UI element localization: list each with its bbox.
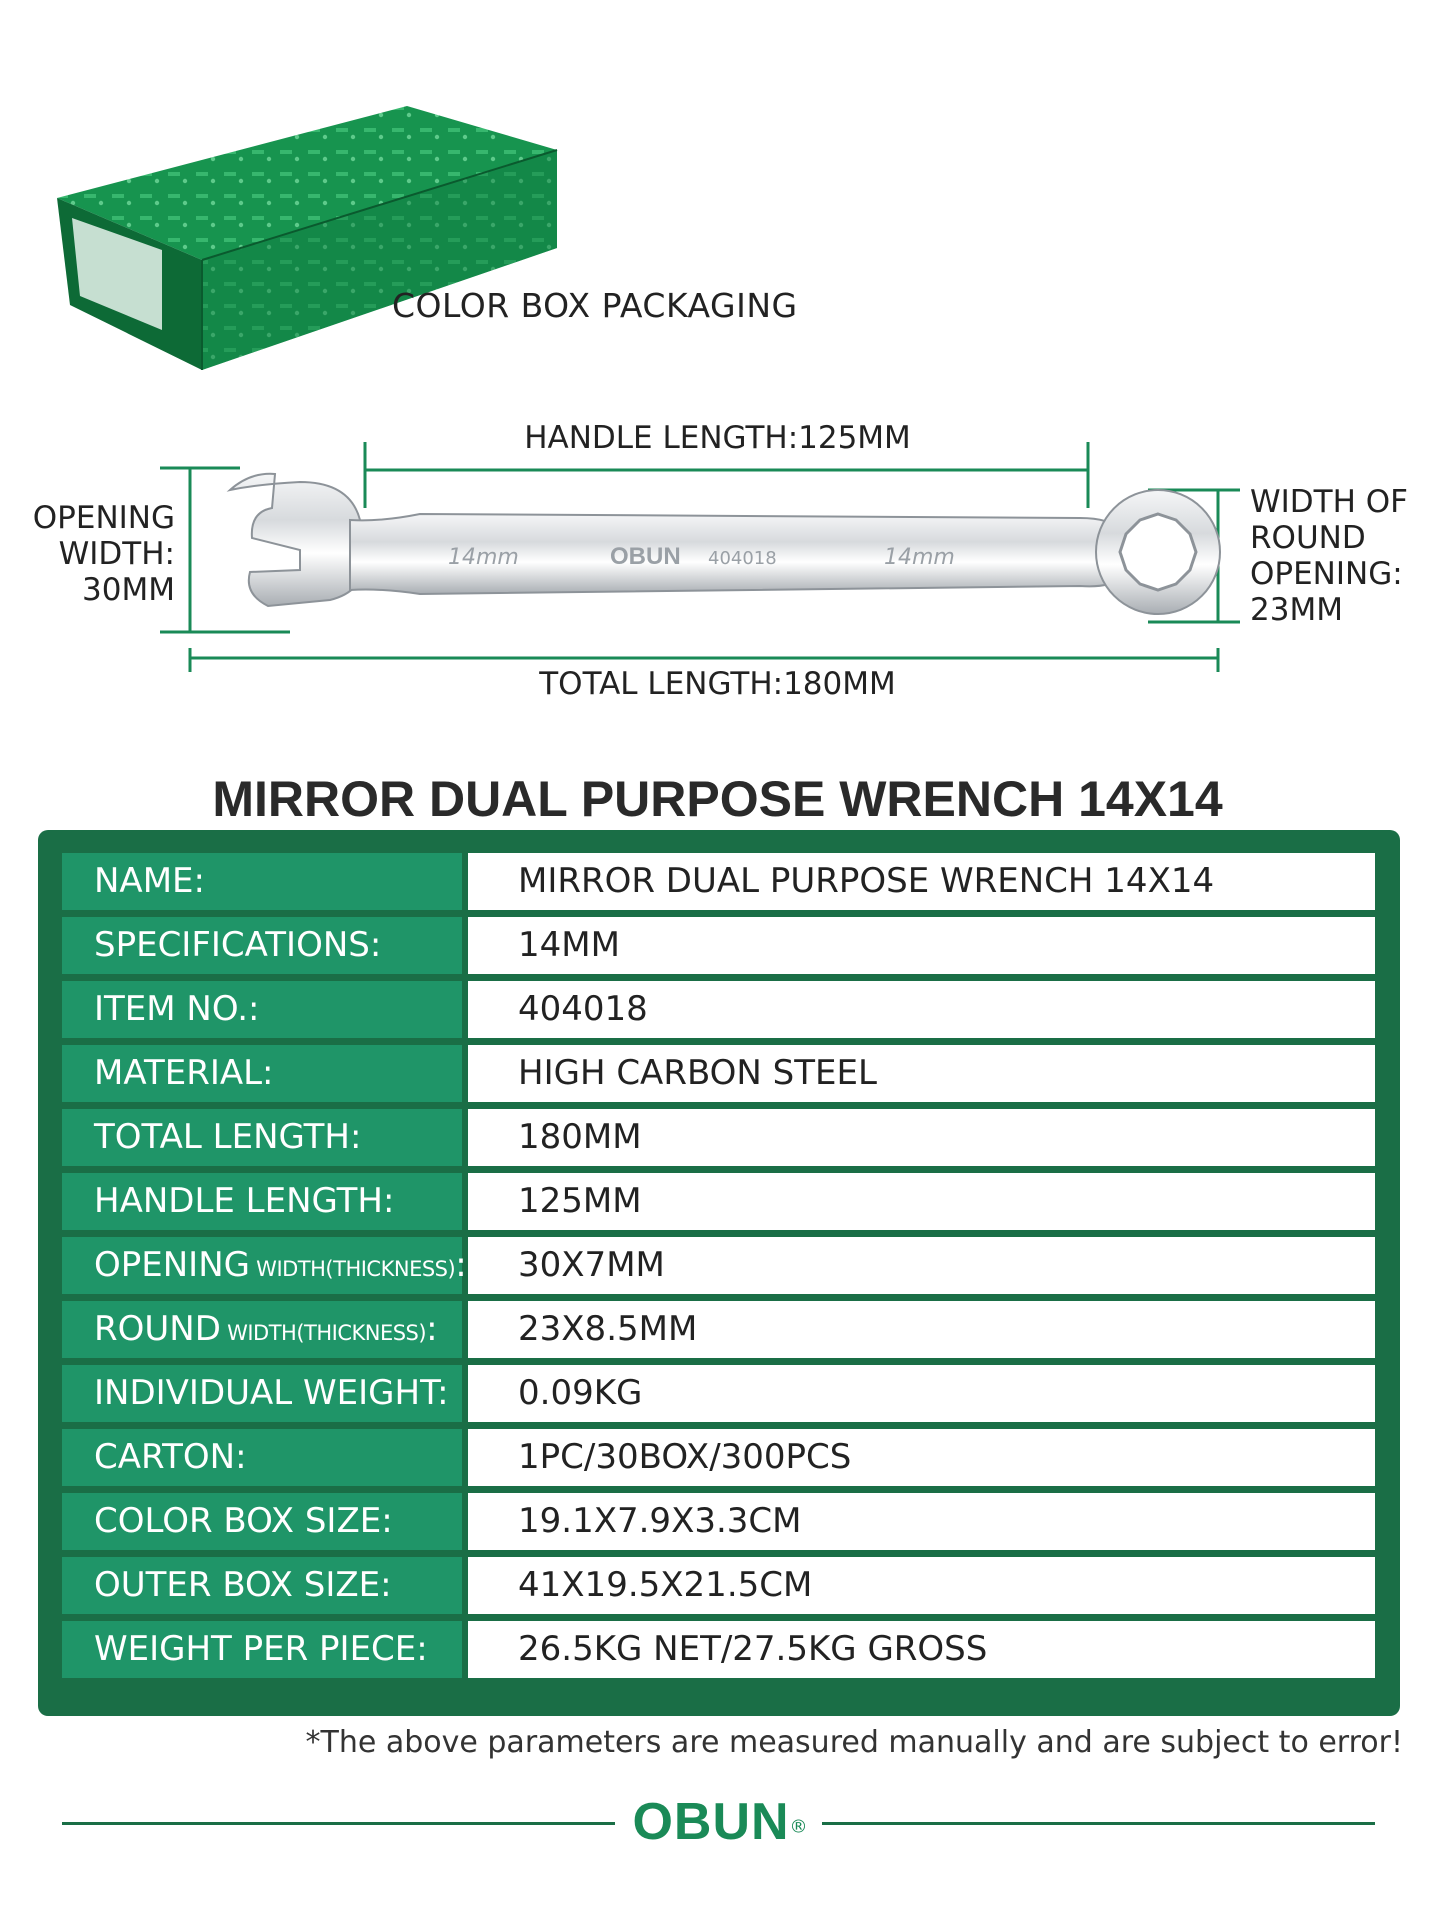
- spec-key: [62, 1237, 467, 1294]
- spec-row-name: [62, 853, 1375, 910]
- page-title: MIRROR DUAL PURPOSE WRENCH 14X14: [212, 771, 1223, 827]
- engraving-brand: OBUN: [610, 543, 681, 570]
- spec-key: [62, 1301, 462, 1358]
- spec-key: TOTAL LENGTH:: [62, 1109, 462, 1166]
- round-opening-label: [1250, 484, 1430, 628]
- spec-row-specifications: [62, 917, 1375, 974]
- spec-value: 180MM: [468, 1109, 1375, 1166]
- spec-key-main: ROUND: [94, 1309, 221, 1349]
- color-box-image: [52, 100, 572, 380]
- spec-value: 26.5KG NET/27.5KG GROSS: [468, 1621, 1375, 1678]
- spec-value: 19.1X7.9X3.3CM: [468, 1493, 1375, 1550]
- spec-key-small: WIDTH(THICKNESS): [250, 1257, 456, 1281]
- registered-mark: ®: [789, 1816, 808, 1838]
- spec-row-item-no: [62, 981, 1375, 1038]
- spec-value: 404018: [468, 981, 1375, 1038]
- spec-key: COLOR BOX SIZE:: [62, 1493, 462, 1550]
- opening-width-label: [20, 500, 175, 608]
- wrench-icon: [230, 474, 1220, 614]
- spec-key-end: :: [426, 1309, 438, 1349]
- spec-row-weight-per-piece: [62, 1621, 1375, 1678]
- spec-key: ITEM NO.:: [62, 981, 462, 1038]
- engraving-item: 404018: [708, 548, 777, 569]
- footer-divider-left: [62, 1822, 615, 1825]
- spec-row-handle-length: [62, 1173, 1375, 1230]
- total-length-label: TOTAL LENGTH:180MM: [539, 666, 896, 702]
- round-opening-line: OPENING:: [1250, 556, 1403, 592]
- spec-row-total-length: [62, 1109, 1375, 1166]
- brand-name: OBUN: [632, 1793, 790, 1851]
- spec-key: NAME:: [62, 853, 462, 910]
- spec-key: WEIGHT PER PIECE:: [62, 1621, 462, 1678]
- round-opening-line: WIDTH OF: [1250, 484, 1408, 520]
- spec-value: 1PC/30BOX/300PCS: [468, 1429, 1375, 1486]
- round-opening-line: 23MM: [1250, 592, 1343, 628]
- spec-value: 23X8.5MM: [468, 1301, 1375, 1358]
- spec-key: OUTER BOX SIZE:: [62, 1557, 462, 1614]
- spec-value: 30X7MM: [468, 1237, 1375, 1294]
- disclaimer-note: *The above parameters are measured manually and are subject to error!: [305, 1725, 1403, 1760]
- spec-value: 41X19.5X21.5CM: [468, 1557, 1375, 1614]
- spec-row-material: [62, 1045, 1375, 1102]
- spec-key: MATERIAL:: [62, 1045, 462, 1102]
- spec-row-individual-weight: [62, 1365, 1375, 1422]
- spec-value: MIRROR DUAL PURPOSE WRENCH 14X14: [468, 853, 1375, 910]
- spec-key-main: OPENING: [94, 1245, 250, 1285]
- spec-value: HIGH CARBON STEEL: [468, 1045, 1375, 1102]
- packaging-caption: COLOR BOX PACKAGING: [392, 286, 798, 325]
- brand-logo: [630, 1792, 810, 1852]
- spec-key: INDIVIDUAL WEIGHT:: [62, 1365, 462, 1422]
- round-opening-line: ROUND: [1250, 520, 1366, 556]
- engraving-left: 14mm: [448, 545, 519, 570]
- spec-row-carton: [62, 1429, 1375, 1486]
- spec-row-color-box-size: [62, 1493, 1375, 1550]
- spec-table-panel: [38, 830, 1400, 1716]
- engraving-right: 14mm: [884, 545, 955, 570]
- spec-key-small: WIDTH(THICKNESS): [220, 1321, 427, 1345]
- spec-row-outer-box-size: [62, 1557, 1375, 1614]
- spec-row-round: [62, 1301, 1375, 1358]
- opening-width-line: 30MM: [82, 572, 175, 608]
- opening-width-line: WIDTH:: [58, 536, 175, 572]
- handle-length-label: HANDLE LENGTH:125MM: [524, 420, 911, 456]
- spec-key-end: :: [455, 1245, 467, 1285]
- footer-divider-right: [822, 1822, 1375, 1825]
- spec-row-opening: [62, 1237, 1375, 1294]
- spec-key: CARTON:: [62, 1429, 462, 1486]
- opening-width-line: OPENING: [32, 500, 175, 536]
- spec-key: HANDLE LENGTH:: [62, 1173, 462, 1230]
- spec-value: 14MM: [468, 917, 1375, 974]
- spec-value: 0.09KG: [468, 1365, 1375, 1422]
- spec-key: SPECIFICATIONS:: [62, 917, 462, 974]
- spec-value: 125MM: [468, 1173, 1375, 1230]
